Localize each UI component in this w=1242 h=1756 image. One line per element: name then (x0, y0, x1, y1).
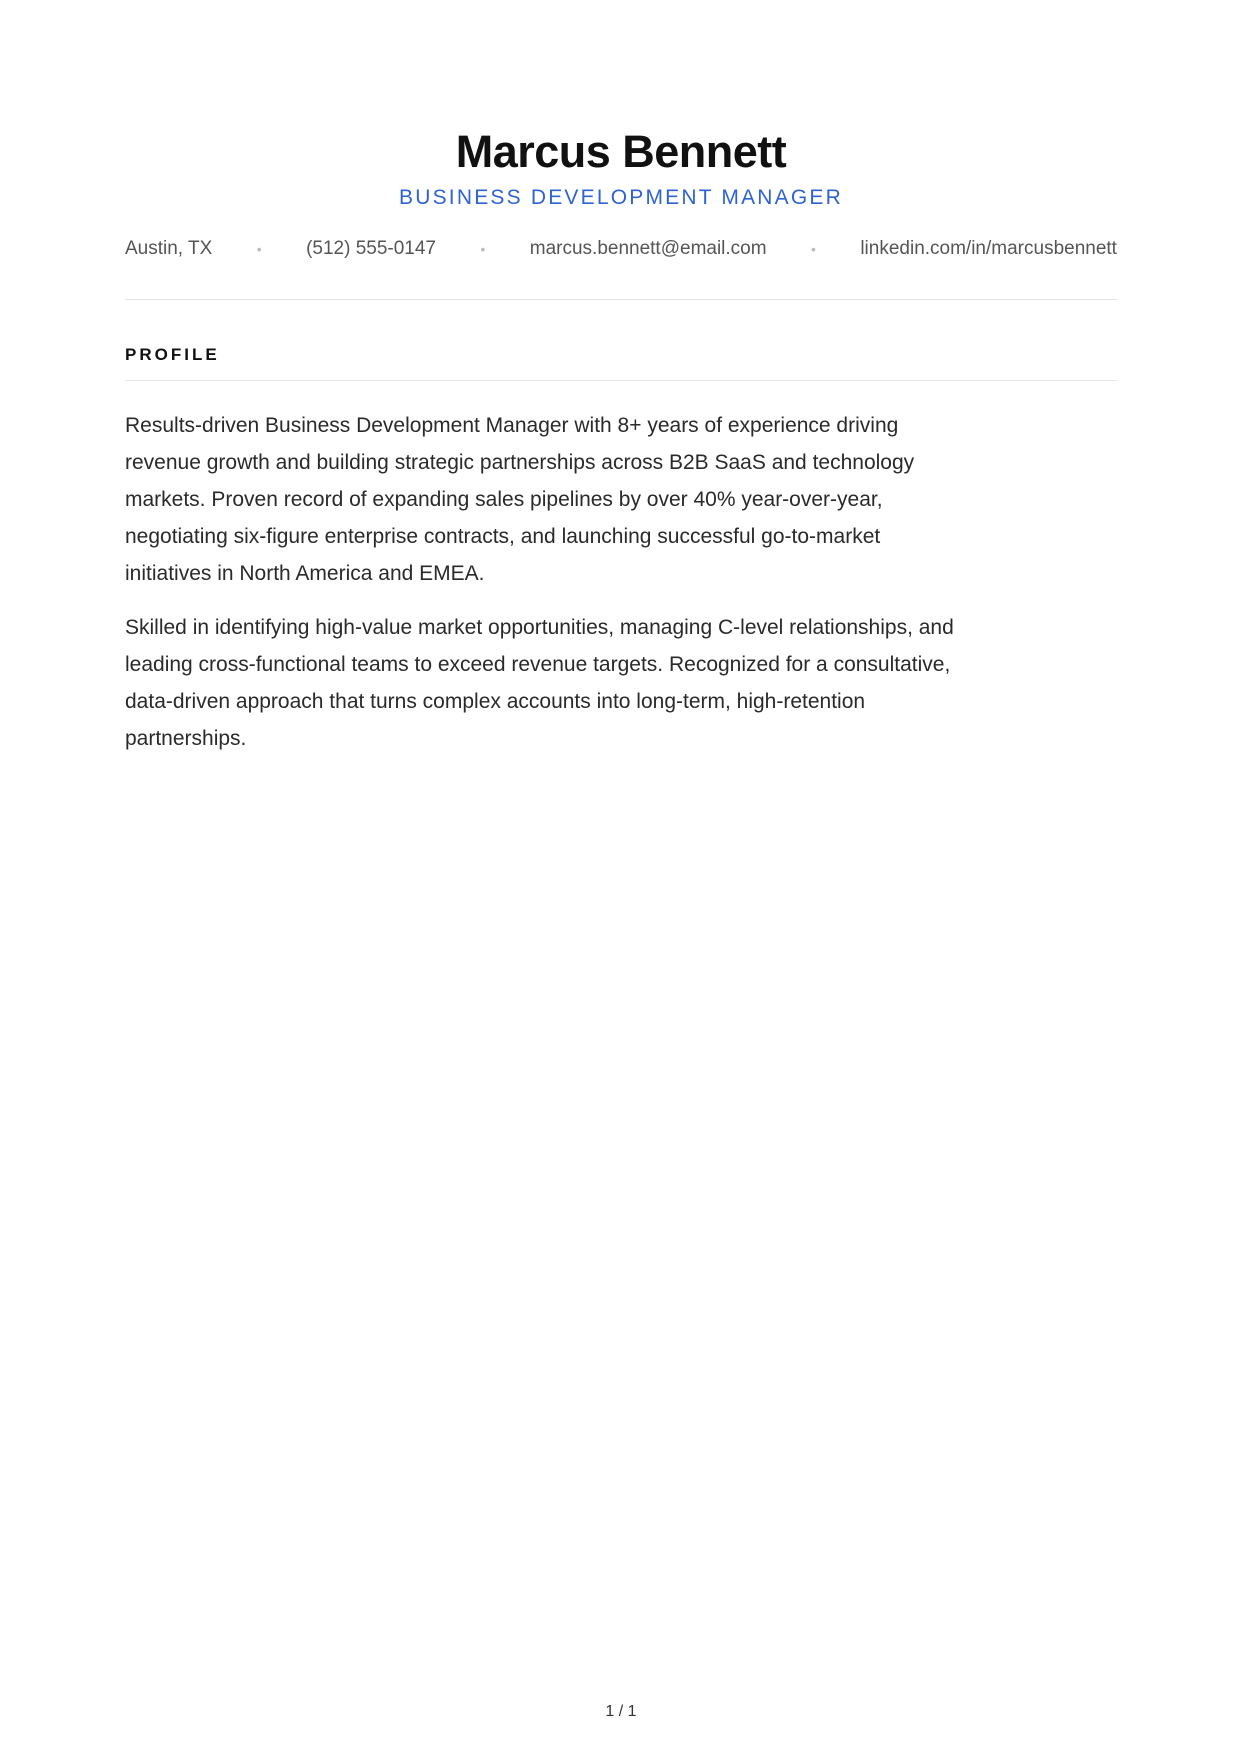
contact-bar (125, 236, 1117, 262)
contact-phone: (512) 555-0147 (306, 238, 436, 259)
section-divider (125, 380, 1117, 381)
page-indicator: 1 / 1 (605, 1703, 637, 1720)
separator-dot: • (256, 241, 262, 257)
profile-paragraph: Results-driven Business Development Manager with 8+ years of experience driving revenue growth and building strategic partnerships across B2B SaaS and technology markets. Proven record of expanding sales pipelines by over 40% year-over-year, negotiating six-figure enterprise contracts, and launching successful go-to-market initiatives in North America and EMEA. (125, 414, 915, 585)
header-divider (125, 299, 1117, 300)
contact-location: Austin, TX (125, 238, 213, 259)
separator-dot: • (480, 241, 486, 257)
contact-linkedin[interactable]: linkedin.com/in/marcusbennett (860, 238, 1117, 259)
section-title-profile: PROFILE (125, 345, 220, 364)
separator-dot: • (811, 241, 816, 257)
profile-paragraph: Skilled in identifying high-value market opportunities, managing C-level relationships, and leading cross-functional teams to exceed revenue targets. Recognized for a consultative, data-driven approach that turns complex accounts into long-term, high-retention partnerships. (125, 616, 954, 750)
contact-email[interactable]: marcus.bennett@email.com (529, 238, 767, 259)
candidate-name: Marcus Bennett (455, 126, 787, 177)
profile-section (125, 407, 960, 774)
job-title: BUSINESS DEVELOPMENT MANAGER (399, 186, 843, 209)
